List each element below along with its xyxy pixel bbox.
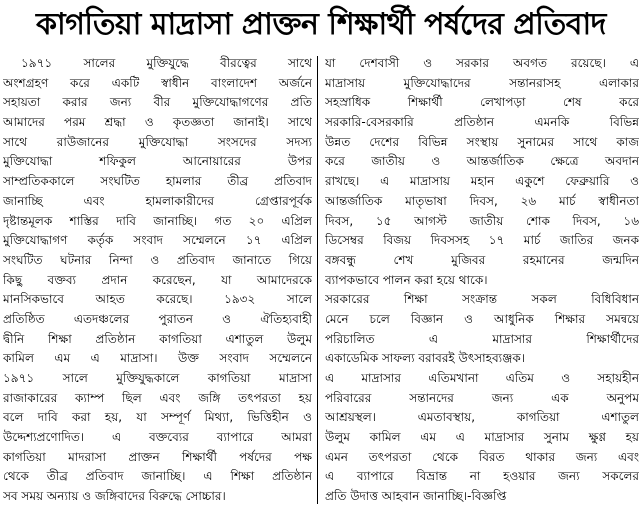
headline: কাগতিয়া মাদ্রাসা প্রাক্তন শিক্ষার্থী পর্ষদের প্রতিবাদ	[36, 7, 606, 42]
text-line: আশ্রয়স্থল। এমতাবস্থায়, কাগতিয়া এশাতুল	[325, 410, 639, 425]
text-line: থেকে তীব্র প্রতিবাদ জানাচ্ছি। এ শিক্ষা প্রতিষ্ঠান	[3, 469, 312, 484]
text-line: মানসিকভাবে আহত করেছে। ১৯৩২ সালে	[3, 292, 312, 307]
column-divider	[317, 56, 318, 504]
text-line: আন্তর্জাতিক মাতৃভাষা দিবস, ২৬ মার্চ স্বাধীনতা	[325, 193, 639, 208]
text-line: মাদ্রাসায় মুক্তিযোদ্ধাদের সন্তানরাসহ এলাকার	[325, 75, 639, 90]
text-line: সহস্রাধিক শিক্ষার্থী লেখাপড়া শেষ করে	[325, 95, 639, 110]
text-line: যা দেশবাসী ও সরকার অবগত রয়েছে। এ	[325, 56, 639, 70]
text-line: ১৯৭১ সালে মুক্তিযুদ্ধকালে কাগতিয়া মাদ্রাসা	[3, 371, 312, 385]
text-line: দিবস, ১৫ আগস্ট জাতীয় শোক দিবস, ১৬	[325, 213, 639, 228]
text-line: একাডেমিক সাফল্য বরাবরই উৎসাহব্যঞ্জক।	[325, 351, 526, 366]
text-line: এ মাদ্রাসার এতিমখানা এতিম ও সহায়হীন	[325, 371, 639, 385]
text-line: আমাদের পরম শ্রদ্ধা ও কৃতজ্ঞতা জানাই। সাথে	[3, 115, 312, 130]
text-line: পরিবারের সন্তানদের জন্য এক অনুপম	[325, 390, 639, 405]
text-line: দৃষ্টান্তমূলক শাস্তির দাবি জানাচ্ছি। গত ২০ এপ্রিল	[3, 213, 312, 228]
text-line: সরকারের শিক্ষা সংক্রান্ত সকল বিধিবিধান	[325, 292, 639, 307]
text-line: কিছু বক্তব্য প্রদান করেছেন, যা আমাদেরকে	[3, 272, 312, 287]
article-column-right	[325, 54, 639, 506]
text-line: এ ব্যাপারে বিভ্রান্ত না হওয়ার জন্য সকলের	[325, 469, 639, 484]
text-line: মেনে চলে বিজ্ঞান ও আধুনিক শিক্ষার সমন্বয়ে	[325, 311, 639, 326]
text-line: সাম্প্রতিককালে সংঘটিত হামলার তীব্র প্রতিবাদ	[3, 174, 312, 189]
text-line: জানাচ্ছি এবং হামলাকারীদের গ্রেপ্তারপূর্বক	[3, 193, 312, 208]
text-line: মুক্তিযোদ্ধা শফিকুল আনোয়ারের উপর	[3, 154, 312, 169]
text-line: সরকারি-বেসরকারি প্রতিষ্ঠান এমনকি বিভিন্ন	[325, 115, 639, 130]
text-line: পরিচালিত এ মাদ্রাসার শিক্ষার্থীদের	[325, 331, 639, 346]
text-line: প্রতিষ্ঠিত এতদঞ্চলের পুরাতন ও ঐতিহ্যবাহী	[3, 311, 312, 326]
text-line: উলুম কামিল এম এ মাদ্রাসার সুনাম ক্ষুণ্ণ হয়	[325, 430, 639, 445]
text-line: প্রতি উদাত্ত আহবান জানাচ্ছি।-বিজ্ঞপ্তি	[325, 489, 507, 504]
text-line: রাখছে। এ মাদ্রাসায় মহান একুশে ফেব্রুয়ারি ও	[325, 174, 639, 189]
text-line: সংঘটিত ঘটনার নিন্দা ও প্রতিবাদ জানাতে গিয়ে	[3, 252, 312, 267]
text-line: বঙ্গবন্ধু শেখ মুজিবর রহমানের জন্মদিন	[325, 252, 639, 267]
text-line: বলে দাবি করা হয়, যা সম্পূর্ণ মিথ্যা, ভিত্তিহীন ও	[3, 410, 312, 425]
text-line: সাথে রাউজানের মুক্তিযোদ্ধা সংসদের সদস্য	[3, 134, 312, 149]
text-line: রাজাকারের ক্যাম্প ছিল এবং জঙ্গি তৎপরতা হয়	[3, 390, 312, 405]
text-line: দ্বীনি শিক্ষা প্রতিষ্ঠান কাগতিয়া এশাতুল উলুম	[3, 331, 312, 346]
text-line: কামিল এম এ মাদ্রাসা। উক্ত সংবাদ সম্মেলনে	[3, 351, 312, 366]
text-line: উদ্দেশ্যপ্রণোদিত। এ বক্তব্যের ব্যাপারে আমরা	[3, 430, 312, 445]
text-line: সব সময় অন্যায় ও জঙ্গিবাদের বিরুদ্ধে সোচ্চার।	[3, 489, 226, 504]
text-line: সহায়তা করার জন্য বীর মুক্তিযোদ্ধাগণের প্রতি	[3, 95, 312, 110]
text-line: কাগতিয়া মাদরাসা প্রাক্তন শিক্ষার্থী পর্ষদের পক্ষ	[3, 449, 312, 464]
text-line: মুক্তিযোদ্ধাগণ কর্তৃক সংবাদ সম্মেলনে ১৭ এপ্রিল	[3, 233, 312, 248]
text-line: এমন তৎপরতা থেকে বিরত থাকার জন্য এবং	[325, 449, 639, 464]
text-line: করে জাতীয় ও আন্তর্জাতিক ক্ষেত্রে অবদান	[325, 154, 639, 169]
text-line: ডিসেম্বর বিজয় দিবসসহ ১৭ মার্চ জাতির জনক	[325, 233, 639, 248]
article-column-left	[3, 54, 312, 506]
text-line: অংশগ্রহণ করে একটি স্বাধীন বাংলাদেশ অর্জনে	[3, 75, 312, 90]
text-line: ১৯৭১ সালের মুক্তিযুদ্ধে বীরত্বের সাথে	[21, 56, 312, 70]
text-line: ব্যাপকভাবে পালন করা হয়ে থাকে।	[325, 272, 488, 287]
text-line: উন্নত দেশের বিভিন্ন সংস্থায় সুনামের সাথে কাজ	[325, 134, 639, 149]
